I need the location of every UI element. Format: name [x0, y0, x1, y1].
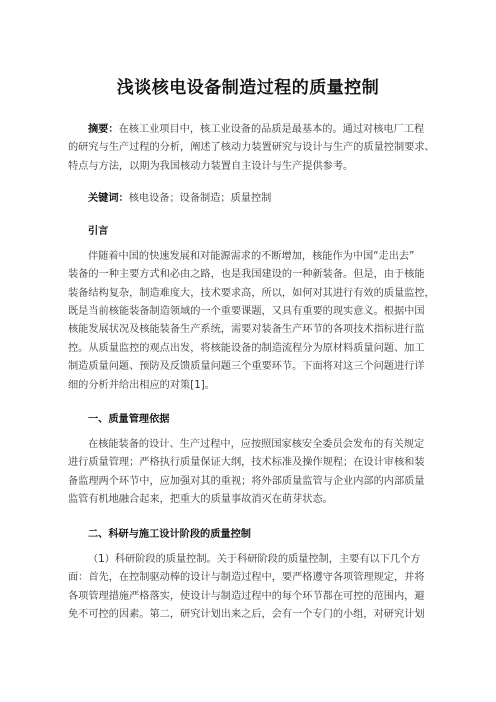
section1-line-3: 备监理两个环节中，应加强对其的重视；将外部质量监管与企业内部的内部质量 [68, 476, 425, 487]
section1-line-4: 监管有机地融合起来，把重大的质量事故消灭在萌芽状态。 [68, 494, 333, 505]
section2-line-2: 面：首先，在控制驱动棒的设计与制造过程中，要严格遵守各项管理规定，并将 [68, 572, 425, 583]
intro-line-5: 核能发展状况及核能装备生产系统，需要对装备生产环节的各项技术指标进行监 [68, 324, 425, 335]
intro-line-3: 装备结构复杂，制造难度大，技术要求高，所以，如何对其进行有效的质量监控， [68, 288, 435, 299]
abstract-label: 摘要： [88, 124, 119, 135]
intro-line-2: 装备的一种主要方式和必由之路，也是我国建设的一种新装备。但是，由于核能 [68, 269, 425, 280]
page-title: 浅谈核电设备制造过程的质量控制 [116, 78, 380, 98]
section1-heading: 一、质量管理依据 [88, 414, 170, 425]
intro-line-1: 伴随着中国的快速发展和对能源需求的不断增加，核能作为中国“走出去” [88, 251, 415, 262]
intro-line-6: 控。从质量监控的观点出发，将核能设备的制造流程分为原材料质量问题、加工 [68, 343, 425, 354]
keywords-line [88, 192, 448, 206]
section2-line-1: （1）科研阶段的质量控制。关于科研阶段的质量控制，主要有以下几个方 [88, 554, 421, 565]
section2-line-4: 免不可控的因素。第二，研究计划出来之后，会有一个专门的小组，对研究计划 [68, 609, 425, 620]
intro-heading: 引言 [88, 226, 109, 237]
intro-line-7: 制造质量问题、预防及反馈质量问题三个重要环节。下面将对这三个问题进行详 [68, 361, 425, 372]
abstract-line-2: 的研究与生产过程的分析，阐述了核动力装置研究与设计与生产的质量控制要求、 [68, 142, 435, 153]
section1-line-1: 在核能装备的设计、生产过程中，应按照国家核安全委员会发布的有关规定 [88, 439, 425, 450]
keywords-text: 核电设备；设备制造；质量控制 [128, 193, 272, 204]
section2-heading: 二、科研与施工设计阶段的质量控制 [88, 529, 251, 540]
section2-line-3: 各项管理措施严格落实，使设计与制造过程中的每个环节都在可控的范围内，避 [68, 591, 425, 602]
abstract-line-3: 特点与方法，以期为我国核动力装置自主设计与生产提供参考。 [68, 161, 354, 172]
intro-line-4: 既是当前核能装备制造领域的一个重要课题，又具有重要的现实意义。根据中国 [68, 306, 425, 317]
intro-line-8: 细的分析并给出相应的对策[1]。 [68, 380, 215, 391]
abstract-line-1: 摘要：在核工业项目中，核工业设备的品质是最基本的。通过对核电厂工程 [88, 124, 425, 135]
keywords-label: 关键词： [88, 193, 129, 204]
section1-line-2: 进行质量管理；严格执行质量保证大纲，技术标准及操作规程；在设计审核和装 [68, 457, 425, 468]
